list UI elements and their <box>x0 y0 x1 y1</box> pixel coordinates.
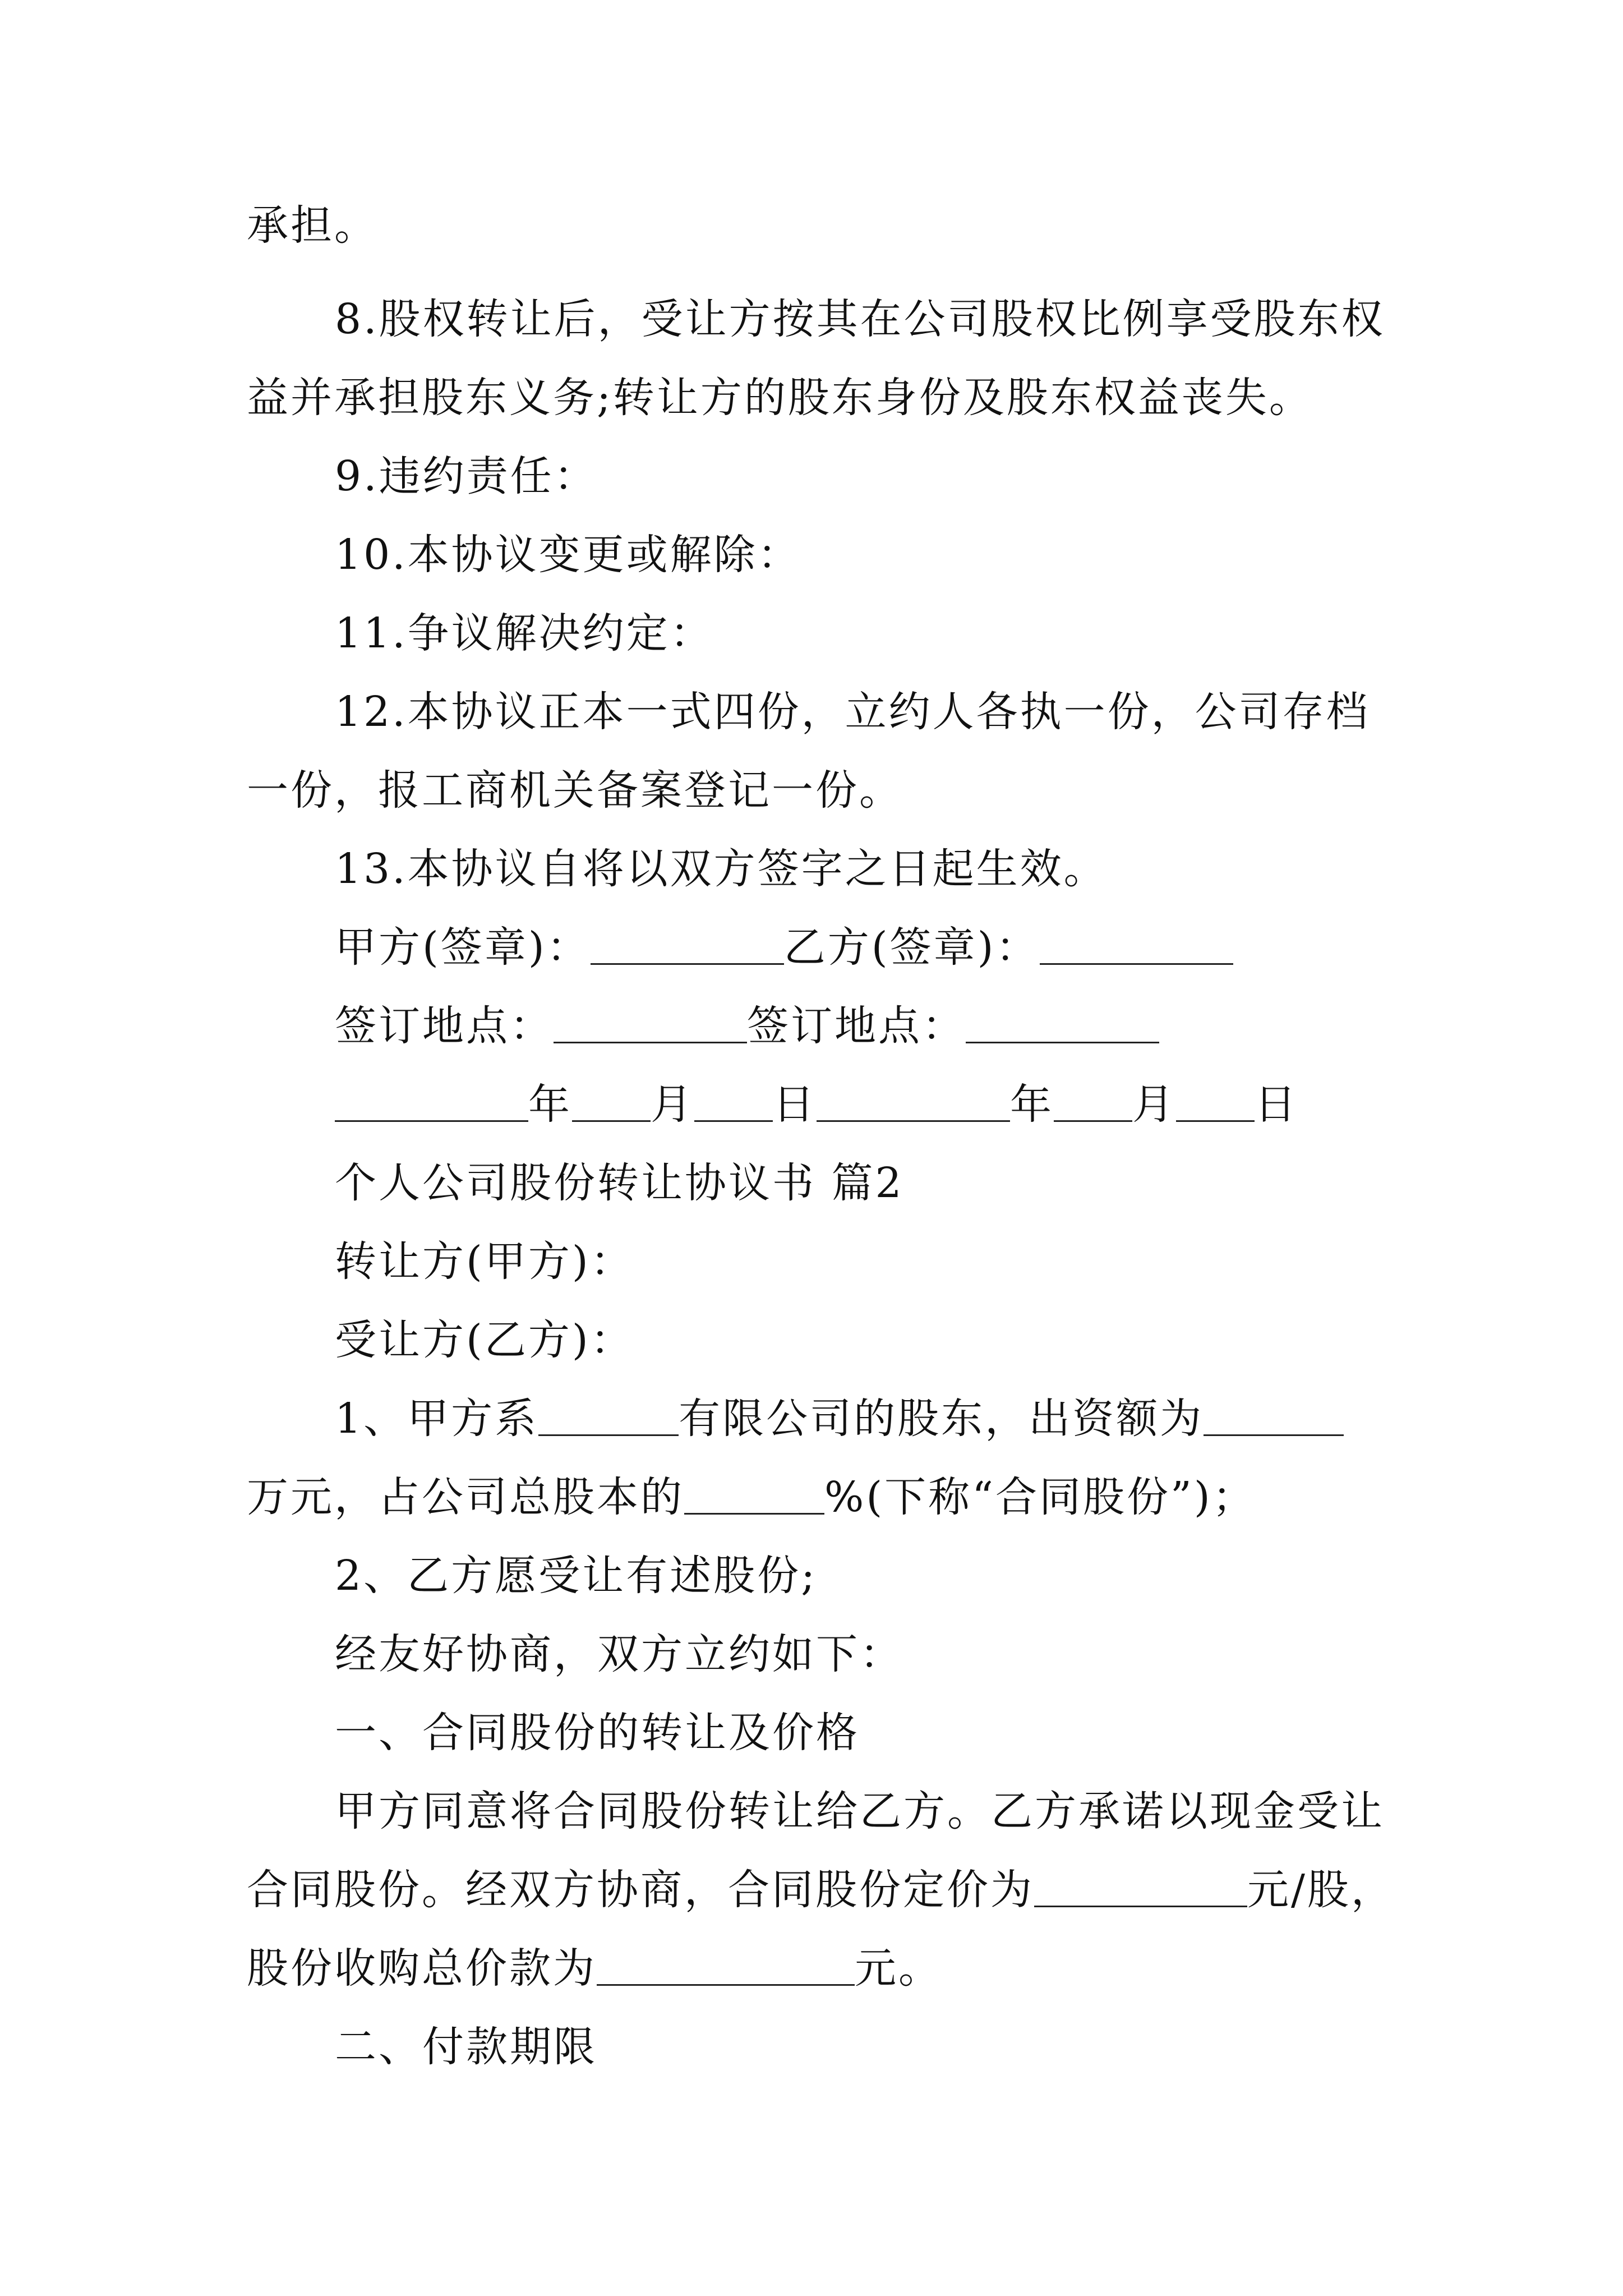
heading-1: 一、合同股份的转让及价格 <box>335 1709 860 1757</box>
clause-8-line-1: 8.股权转让后，受让方按其在公司股权比例享受股东权 <box>335 295 1385 343</box>
paragraph-1-line-1: 甲方同意将合同股份转让给乙方。乙方承诺以现金受让 <box>335 1787 1385 1835</box>
paragraph-1-line-2 <box>247 1866 1395 1914</box>
party-a-sign-blank <box>591 928 784 965</box>
sign-place-b-label: 签订地点： <box>747 1002 966 1050</box>
total-price-blank <box>597 1949 855 1986</box>
sign-place-line <box>335 1002 1159 1050</box>
month-b-blank <box>1054 1085 1132 1122</box>
paragraph-1-line-3 <box>247 1944 942 1993</box>
year-a-blank <box>335 1085 528 1122</box>
date-line <box>335 1080 1298 1129</box>
transferor-label: 转让方(甲方)： <box>335 1237 634 1286</box>
clause-12-line-1: 12.本协议正本一式四份，立约人各执一份，公司存档 <box>335 688 1370 736</box>
month-a-label: 月 <box>651 1080 694 1129</box>
day-a-blank <box>694 1085 773 1122</box>
signature-line <box>335 923 1233 972</box>
clause-1-text-a: 1、甲方系 <box>335 1395 539 1443</box>
clause-13: 13.本协议自将以双方签字之日起生效。 <box>335 845 1108 893</box>
clause-9: 9.违约责任： <box>335 452 598 500</box>
day-b-blank <box>1176 1085 1255 1122</box>
sign-place-b-blank <box>966 1007 1159 1043</box>
agreement-intro: 经友好协商，双方立约如下： <box>335 1630 903 1678</box>
para-1-text-e: 元。 <box>855 1944 942 1993</box>
para-1-text-d: 股份收购总价款为 <box>247 1944 597 1993</box>
clause-1-text-b: 有限公司的股东，出资额为 <box>679 1395 1204 1443</box>
transferee-label: 受让方(乙方)： <box>335 1316 634 1364</box>
text-line-1: 承担。 <box>247 201 378 250</box>
party-b-sign-blank <box>1040 928 1233 965</box>
month-a-blank <box>572 1085 651 1122</box>
party-a-sign-label: 甲方(签章)： <box>335 923 591 972</box>
sign-place-a-blank <box>554 1007 747 1043</box>
heading-2: 二、付款期限 <box>335 2023 597 2071</box>
clause-1-text-c: 万元，占公司总股本的 <box>247 1473 684 1521</box>
day-a-label: 日 <box>773 1080 817 1129</box>
section-2-clause-2: 2、乙方愿受让有述股份; <box>335 1552 818 1600</box>
sign-place-a-label: 签订地点： <box>335 1002 554 1050</box>
clause-12-line-2: 一份，报工商机关备案登记一份。 <box>247 766 903 815</box>
clause-8-line-2: 益并承担股东义务;转让方的股东身份及股东权益丧失。 <box>247 374 1313 422</box>
clause-10: 10.本协议变更或解除： <box>335 531 801 579</box>
year-b-label: 年 <box>1010 1080 1054 1129</box>
clause-1-text-d: %(下称“合同股份”)； <box>824 1473 1256 1521</box>
clause-11: 11.争议解决约定： <box>335 609 714 657</box>
section-2-title: 个人公司股份转让协议书 篇2 <box>335 1159 904 1207</box>
para-1-text-b: 合同股份。经双方协商，合同股份定价为 <box>247 1866 1034 1914</box>
para-1-text-c: 元/股， <box>1247 1866 1395 1914</box>
year-a-label: 年 <box>528 1080 572 1129</box>
share-percent-blank <box>684 1478 824 1515</box>
year-b-blank <box>817 1085 1010 1122</box>
section-2-clause-1-line-1 <box>335 1395 1344 1443</box>
price-per-share-blank <box>1034 1871 1247 1907</box>
company-name-blank <box>538 1400 679 1436</box>
section-2-clause-1-line-2 <box>247 1473 1256 1521</box>
day-b-label: 日 <box>1255 1080 1298 1129</box>
party-b-sign-label: 乙方(签章)： <box>783 923 1040 972</box>
month-b-label: 月 <box>1132 1080 1176 1129</box>
capital-amount-blank <box>1204 1400 1344 1436</box>
